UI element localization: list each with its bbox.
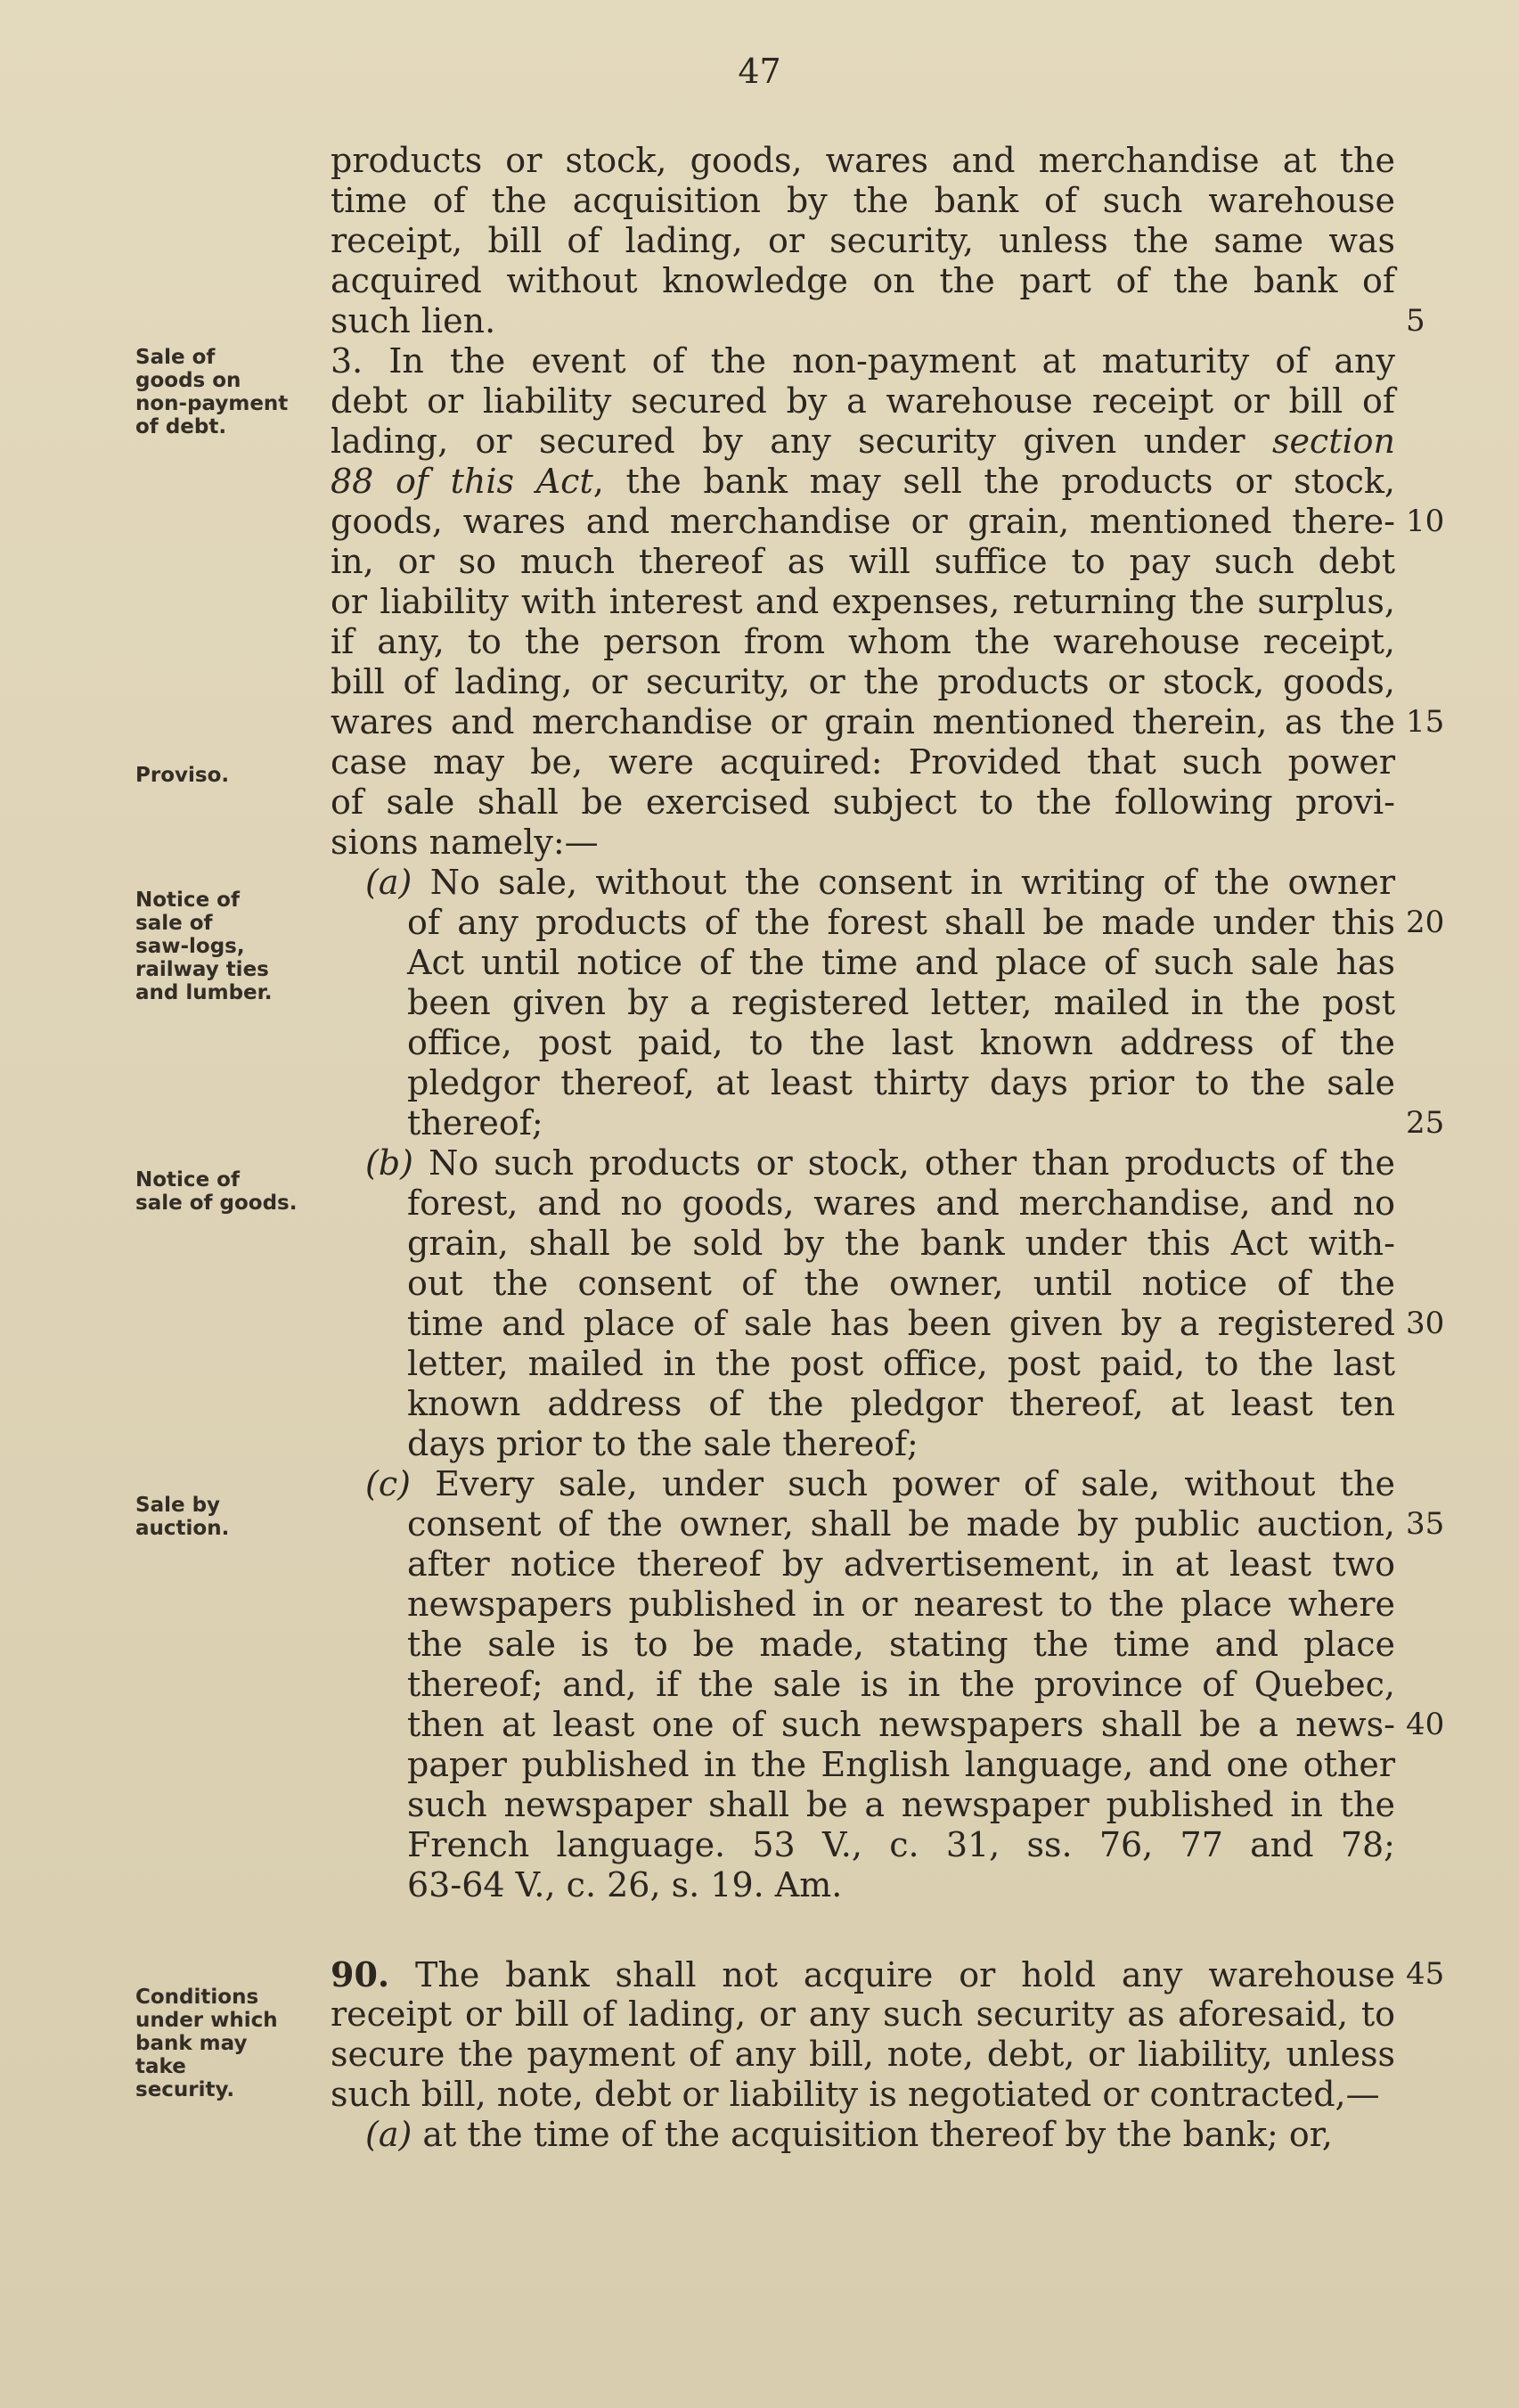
margin-note-line: Proviso. [135,764,230,787]
line-text: 63-64 V., c. 26, s. 19. Am. [407,1865,843,1904]
margin-note-line: sale of [135,912,213,935]
line-text: products or stock, goods, wares and merchandise at the [331,141,1395,180]
text-line [407,1865,1395,1905]
margin-note-line: take [135,2055,186,2078]
line-text: of any products of the forest shall be made under this [407,903,1395,942]
text-line [331,141,1395,181]
margin-note-line: railway ties [135,958,269,981]
text-line [407,1585,1395,1625]
line-text: after notice thereof by advertisement, in at least two [407,1544,1395,1584]
line-text: , the bank may sell the products or stock, [592,462,1395,501]
text-line [407,1424,1395,1464]
text-line [407,1023,1395,1063]
text-line [331,1954,1395,1994]
line-number: 35 [1406,1506,1445,1542]
text-line [407,1825,1395,1865]
margin-note-line: Notice of [135,889,240,912]
line-text: in, or so much thereof as will suffice to pay such debt [331,542,1395,581]
line-text: letter, mailed in the post office, post paid, to the last [407,1344,1395,1383]
text-line [331,381,1395,422]
text-line [331,782,1395,823]
line-text: Act until notice of the time and place of such sale has [407,943,1395,982]
italic-reference: section [1271,422,1395,461]
line-text: been given by a registered letter, mailed in the post [407,983,1395,1022]
line-text: thereof; and, if the sale is in the province of Quebec, [407,1665,1395,1704]
text-line [407,1304,1395,1344]
line-text: then at least one of such newspapers shall be a news- [407,1705,1395,1744]
text-line [407,1384,1395,1424]
line-text: consent of the owner, shall be made by public auction, [407,1504,1395,1544]
line-text: such lien. [331,301,496,340]
line-text: of sale shall be exercised subject to the following provi- [331,782,1395,822]
line-text: No sale, without the consent in writing of the owner [429,863,1395,902]
text-line [407,1224,1395,1264]
line-text: newspapers published in or nearest to the place where [407,1585,1395,1624]
text-line [331,422,1395,462]
text-line [407,1103,1395,1143]
line-text: goods, wares and merchandise or grain, mentioned there- [331,502,1395,541]
line-text: sions namely:— [331,823,599,862]
clause-label: (a) [365,863,412,902]
line-number: 40 [1406,1707,1445,1742]
text-line [407,1785,1395,1825]
text-line [407,1264,1395,1304]
clause-label: (b) [365,1143,413,1183]
line-text: forest, and no goods, wares and merchandise, and no [407,1184,1395,1223]
text-line [407,943,1395,983]
text-line [365,1464,1395,1504]
text-line [331,702,1395,742]
text-line [331,622,1395,662]
line-text: secure the payment of any bill, note, debt, or liability, unless [331,2035,1395,2074]
margin-note-line: sale of goods. [135,1192,298,1215]
line-text: wares and merchandise or grain mentioned therein, as the [331,702,1395,741]
text-line [331,462,1395,502]
margin-note-line: non-payment [135,392,289,415]
line-text: such bill, note, debt or liability is negotiated or contracted,— [331,2075,1380,2114]
italic-reference: 88 of this Act [331,462,593,501]
line-text: out the consent of the owner, until notice of the [407,1264,1395,1303]
text-line [407,1184,1395,1224]
text-line [331,542,1395,582]
line-text: The bank shall not acquire or hold any warehouse [415,1955,1395,1994]
text-line [331,1994,1395,2035]
line-text: debt or liability secured by a warehouse receipt or bill of [331,381,1395,421]
text-line [407,1745,1395,1785]
line-text: time and place of sale has been given by a registered [407,1304,1395,1343]
text-line [407,1544,1395,1585]
text-line [407,1063,1395,1103]
line-number: 10 [1406,504,1445,539]
margin-note-line: of debt. [135,415,227,438]
line-text: receipt or bill of lading, or any such security as aforesaid, to [331,1994,1395,2034]
text-line [331,221,1395,261]
text-line [331,742,1395,782]
margin-note-line: Sale by [135,1494,221,1517]
text-line [331,502,1395,542]
text-line [331,823,1395,863]
line-number: 25 [1406,1105,1445,1141]
line-number: 45 [1406,1956,1445,1992]
line-text: thereof; [407,1103,543,1143]
line-text: pledgor thereof, at least thirty days prior to the sale [407,1063,1395,1102]
line-text: acquired without knowledge on the part of the bank of [331,261,1395,300]
text-line [407,1665,1395,1705]
text-line [407,1504,1395,1544]
text-line [331,582,1395,622]
text-line [331,301,1395,341]
clause-label: (a) [365,2115,412,2154]
section-number: 90. [331,1954,390,1994]
text-line [365,2115,1395,2155]
margin-note-line: auction. [135,1517,230,1540]
text-line [331,261,1395,301]
margin-note-line: bank may [135,2032,248,2055]
line-text: time of the acquisition by the bank of such warehouse [331,181,1395,220]
line-text: grain, shall be sold by the bank under this Act with- [407,1224,1395,1263]
text-line [407,1625,1395,1665]
line-text: No such products or stock, other than products of the [429,1143,1395,1183]
margin-note-line: Notice of [135,1168,240,1192]
text-line [407,983,1395,1023]
text-line [331,181,1395,221]
line-text: 3. In the event of the non-payment at maturity of any [331,341,1395,381]
line-number: 15 [1406,704,1445,740]
line-text: at the time of the acquisition thereof by the bank; or, [422,2115,1333,2154]
margin-note-line: security. [135,2078,235,2101]
line-text: days prior to the sale thereof; [407,1424,919,1463]
text-line [365,1143,1395,1184]
clause-label: (c) [365,1464,411,1503]
page-number: 47 [738,52,781,91]
margin-note-line: and lumber. [135,981,273,1004]
text-line [331,341,1395,381]
line-text: paper published in the English language, and one other [407,1745,1395,1784]
margin-note-line: under which [135,2009,278,2032]
line-text: or liability with interest and expenses, returning the surplus, [331,582,1395,621]
line-text: known address of the pledgor thereof, at least ten [407,1384,1395,1423]
text-line [331,662,1395,702]
line-number: 5 [1406,303,1425,339]
margin-note-line: Sale of [135,346,216,369]
text-line [331,2035,1395,2075]
line-number: 30 [1406,1306,1445,1341]
line-text: lading, or secured by any security given under [331,422,1245,461]
line-number: 20 [1406,905,1445,940]
text-line [407,1344,1395,1384]
margin-note-line: Conditions [135,1986,259,2009]
line-text: French language. 53 V., c. 31, ss. 76, 77 and 78; [407,1825,1395,1864]
line-text: if any, to the person from whom the warehouse receipt, [331,622,1395,661]
line-text: the sale is to be made, stating the time and place [407,1625,1395,1664]
text-line [407,903,1395,943]
line-text: Every sale, under such power of sale, without the [435,1464,1395,1503]
line-text: bill of lading, or security, or the products or stock, goods, [331,662,1395,701]
line-text: office, post paid, to the last known address of the [407,1023,1395,1062]
line-text: case may be, were acquired: Provided that such power [331,742,1395,782]
margin-note-line: saw-logs, [135,935,245,958]
text-line [407,1705,1395,1745]
line-text: such newspaper shall be a newspaper published in the [407,1785,1395,1824]
line-text: receipt, bill of lading, or security, unless the same was [331,221,1395,260]
text-line [365,863,1395,903]
text-line [331,2075,1395,2115]
margin-note-line: goods on [135,369,241,392]
